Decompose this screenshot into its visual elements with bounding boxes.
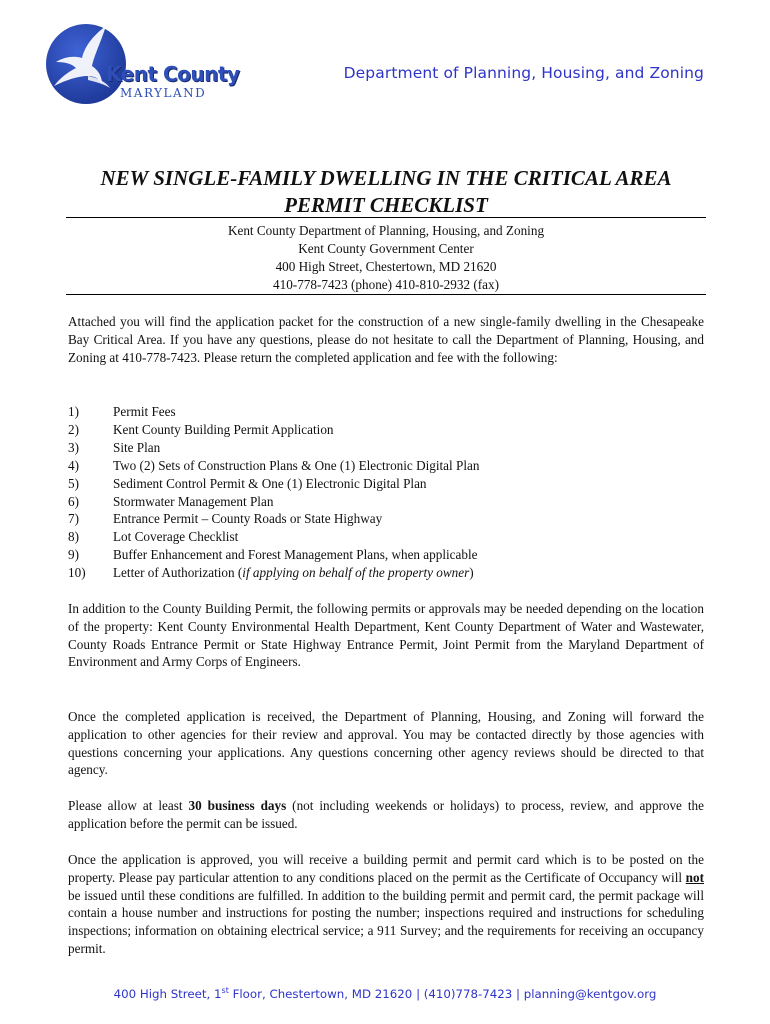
title-line-1: NEW SINGLE-FAMILY DWELLING IN THE CRITICAL AREA (100, 166, 672, 190)
item-text: Stormwater Management Plan (113, 493, 274, 509)
footer-superscript: st (221, 986, 229, 995)
office-line-2: Kent County Government Center (298, 241, 474, 256)
item-text: Kent County Building Permit Application (113, 421, 334, 437)
page-footer (60, 986, 710, 1001)
footer-contact: Floor, Chestertown, MD 21620 | (410)778-7423 | planning@kentgov.org (228, 986, 657, 1001)
business-days-emphasis: 30 business days (188, 798, 287, 813)
timing-text-end: (not including weekends or holidays) to process, review, and approve the application before the permit can be issued. (68, 798, 704, 831)
item-text: Two (2) Sets of Construction Plans & One (1) Electronic Digital Plan (113, 457, 480, 473)
approval-text-end: be issued until these conditions are fulfilled. In addition to the building permit and permit card, the permit package will contain a house number and instructions for posting the number; inspections required and instructions for scheduling inspections; information on obtaining electrical service; a 911 Survey; and the requirements for receiving an occupancy permit. (68, 887, 704, 956)
item-text: Lot Coverage Checklist (113, 529, 239, 545)
checklist-item (68, 493, 708, 511)
title-rule-bottom (66, 294, 706, 295)
approval-paragraph (68, 851, 704, 958)
item-number: 1) (68, 404, 79, 419)
not-emphasis: not (685, 869, 704, 885)
office-address-block (66, 222, 706, 294)
checklist-item (68, 475, 708, 493)
checklist-item (68, 403, 708, 421)
item-number: 10) (68, 565, 86, 581)
approval-text: Once the application is approved, you will receive a building permit and permit card which is to be posted on the property. Please pay particular attention to any conditions placed on the permit as the Certificate of Occupancy will (68, 852, 704, 885)
title-rule-top (66, 217, 706, 218)
item-number: 3) (68, 439, 79, 455)
timing-paragraph (68, 797, 704, 833)
item-text: Buffer Enhancement and Forest Management Plans, when applicable (113, 547, 478, 563)
checklist-item (68, 439, 708, 457)
item-number: 9) (68, 547, 79, 563)
kent-county-logo (44, 22, 244, 106)
item-text: Entrance Permit – County Roads or State Highway (113, 511, 383, 527)
intro-paragraph: Attached you will find the application packet for the construction of a new single-family dwelling in the Chesapeake Bay Critical Area. If you have any questions, please do not hesitate to call the Department of Planning, Housing, and Zoning at 410-778-7423. Please return the completed application and fee with the following: (68, 314, 704, 365)
checklist-item (68, 528, 708, 546)
item-number: 8) (68, 529, 79, 545)
checklist-item (68, 457, 708, 475)
item-text: Sediment Control Permit & One (1) Electronic Digital Plan (113, 475, 427, 491)
office-line-4: 410-778-7423 (phone) 410-810-2932 (fax) (273, 277, 499, 292)
logo-name: Kent County (106, 62, 240, 86)
title-line-2: PERMIT CHECKLIST (284, 193, 488, 217)
checklist-item (68, 510, 708, 528)
item-number: 5) (68, 475, 79, 491)
office-line-3: 400 High Street, Chestertown, MD 21620 (275, 259, 497, 274)
additional-permits-paragraph: In addition to the County Building Permit, the following permits or approvals may be needed depending on the location of the property: Kent County Environmental Health Department, Kent County Department of Water and Wastewater, County Roads Entrance Permit or State Highway Entrance Permit, Joint Permit from the Maryland Department of Environment and Army Corps of Engineers. (68, 601, 704, 670)
item-text: Letter of Authorization ( (113, 565, 243, 581)
checklist-item (68, 421, 708, 439)
logo-state: MARYLAND (120, 86, 207, 100)
timing-text: Please allow at least (68, 798, 189, 813)
item-number: 4) (68, 457, 79, 473)
checklist-item (68, 564, 708, 582)
item-number: 2) (68, 421, 79, 437)
item-text: Permit Fees (113, 404, 176, 419)
checklist-item (68, 546, 708, 564)
department-header: Department of Planning, Housing, and Zoning (343, 64, 704, 82)
item-text-end: ) (469, 565, 474, 581)
footer-address: 400 High Street, 1 (113, 986, 222, 1001)
item-note: if applying on behalf of the property owner (242, 565, 470, 581)
office-line-1: Kent County Department of Planning, Housing, and Zoning (227, 223, 545, 238)
item-number: 7) (68, 511, 79, 527)
checklist (68, 403, 708, 582)
item-text: Site Plan (113, 439, 161, 455)
forwarding-paragraph: Once the completed application is received, the Department of Planning, Housing, and Zoning will forward the application to other agencies for their review and approval. You may be contacted directly by those agencies with questions concerning your applications. Any questions concerning other agency reviews should be directed to that agency. (68, 709, 704, 778)
item-number: 6) (68, 493, 79, 509)
page-title (66, 165, 706, 219)
